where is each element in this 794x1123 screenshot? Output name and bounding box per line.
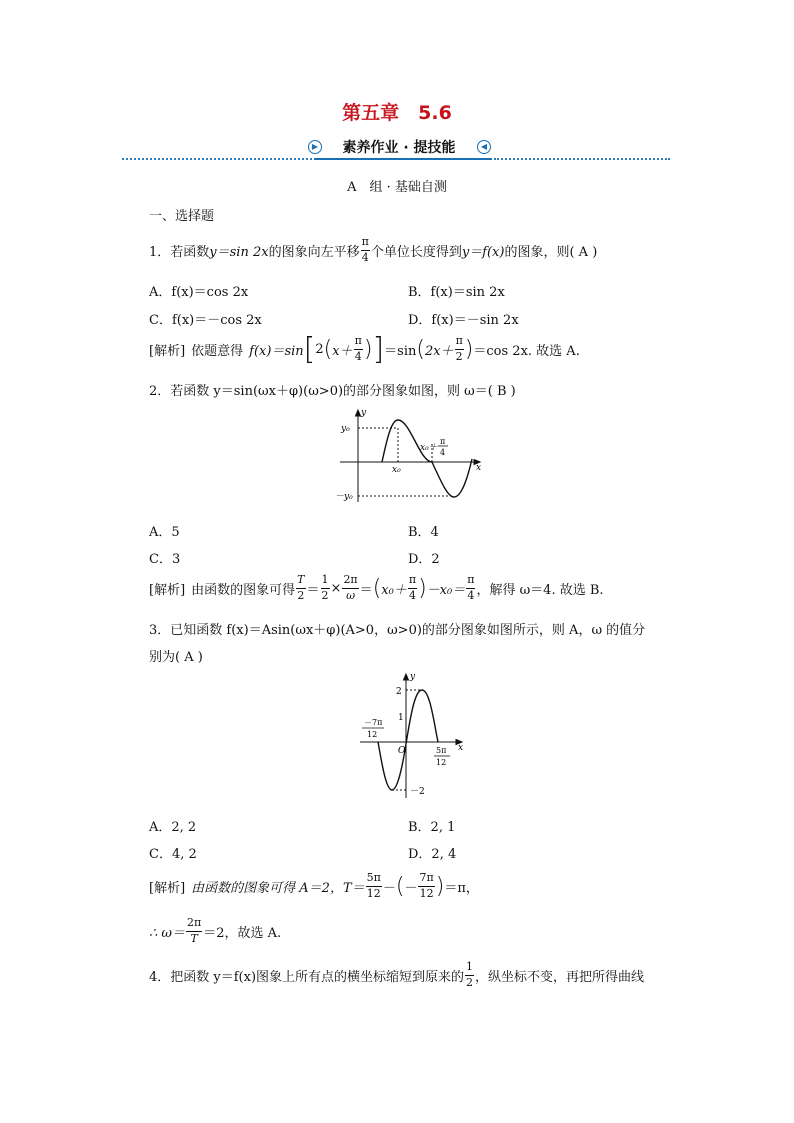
q3-curve bbox=[378, 690, 438, 790]
q3-solution-2 bbox=[149, 914, 281, 948]
q2-x0-label: x₀ bbox=[392, 465, 401, 475]
q2-pi-label: π bbox=[440, 437, 446, 446]
q1-sol-eq: ＝sin bbox=[384, 343, 417, 359]
q3-x-label: x bbox=[458, 743, 464, 753]
banner-arrow-left-icon: ▶ bbox=[308, 140, 322, 154]
q3-sol-pre: 由函数的图象可得 A＝2，T＝ bbox=[191, 880, 365, 896]
q1-post1: 个单位长度得到 bbox=[370, 244, 462, 260]
q2-x0-plus-label: x₀＋ bbox=[420, 443, 438, 453]
q1-sol-2x: 2x＋ bbox=[424, 343, 454, 359]
q2-curve bbox=[382, 420, 472, 497]
q3-two-label: 2 bbox=[396, 687, 402, 697]
banner-underline bbox=[314, 158, 492, 160]
q1-sol-2: 2 bbox=[315, 341, 324, 357]
q2-sol-frac-pi4: $\frac{\pi}{4}$ bbox=[408, 573, 417, 602]
q3-sol2-end: ＝2，故选 A. bbox=[203, 925, 282, 941]
q1-mid: 的图象向左平移 bbox=[268, 244, 360, 260]
q3-option-b: B．2, 1 bbox=[408, 820, 456, 835]
q1-option-b: B．f(x)＝sin 2x bbox=[408, 285, 505, 300]
q3-left-num: －7π bbox=[364, 718, 383, 727]
q4-frac: $\frac{1}{2}$ bbox=[466, 960, 474, 989]
q1-post2: y＝f(x) bbox=[461, 244, 505, 260]
q3-solution: [解析] 由函数的图象可得 A＝2，T＝ $\frac{5\pi}{12}$ － ( － $\frac{7\pi}{12}$ ) ＝π， bbox=[149, 871, 479, 900]
q2-option-c: C．3 bbox=[149, 552, 181, 567]
q2-neg-y0-label: －y₀ bbox=[335, 492, 353, 502]
q3-option-a: A．2, 2 bbox=[149, 820, 197, 835]
q3-sol-minus: － bbox=[382, 880, 396, 896]
dotted-rule-left bbox=[122, 158, 312, 160]
q2-solution-label: [解析] bbox=[149, 582, 186, 598]
q2-sol-minus: －x₀＝ bbox=[426, 582, 466, 598]
q3-option-c: C．4, 2 bbox=[149, 847, 197, 862]
chapter-title: 第五章 5.6 bbox=[342, 102, 452, 124]
q1-solution: [解析] 依题意得 f(x)＝sin [ 2 ( x＋ $\frac{\pi}{4}$ ) ] ＝sin ( 2x＋ $\frac{\pi}{2}$ ) ＝cos 2x. 故选 A. bbox=[149, 331, 580, 367]
q2-sol-pre: 由函数的图象可得 bbox=[191, 582, 296, 598]
q3-stem-line2: 别为( A ) bbox=[149, 649, 203, 665]
q1-sol-x: x＋ bbox=[332, 343, 353, 359]
q2-four-label: 4 bbox=[440, 448, 446, 457]
q3-origin-label: O bbox=[398, 746, 406, 756]
q3-stem-line1: 3．已知函数 f(x)＝Asin(ωx＋φ)(A>0，ω>0)的部分图象如图所示，则 A，ω 的值分 bbox=[149, 622, 646, 638]
q2-option-b: B．4 bbox=[408, 525, 439, 540]
q2-stem: 2．若函数 y＝sin(ωx＋φ)(ω>0)的部分图象如图，则 ω＝( B ) bbox=[149, 383, 516, 399]
q1-pre: 1．若函数 bbox=[149, 244, 210, 260]
q1-sol-text: 依题意得 bbox=[191, 343, 244, 359]
q3-sol-frac-5pi: $\frac{5\pi}{12}$ bbox=[366, 871, 381, 900]
q3-sol2-pre: ∴ ω＝ bbox=[149, 925, 186, 941]
q2-option-d: D．2 bbox=[408, 552, 440, 567]
q3-neg-two-label: －2 bbox=[410, 787, 425, 797]
q4-stem bbox=[149, 958, 644, 992]
q1-sol-frac2: $\frac{\pi}{2}$ bbox=[455, 334, 463, 363]
q2-sol-times: × bbox=[330, 580, 342, 596]
q1-post3: 的图象，则( A ) bbox=[504, 244, 598, 260]
q3-solution-label: [解析] bbox=[149, 880, 186, 896]
q1-sol-fx: f(x)＝sin bbox=[249, 343, 304, 359]
q4-post: ，纵坐标不变，再把所得曲线 bbox=[475, 969, 645, 985]
q2-option-a: A．5 bbox=[149, 525, 180, 540]
q2-sol-frac-T: $\frac{T}{2}$ bbox=[297, 573, 305, 602]
q3-sol-eqpi: ＝π， bbox=[444, 880, 479, 896]
q3-right-den: 12 bbox=[436, 758, 447, 767]
q2-x-label: x bbox=[476, 463, 482, 473]
banner-label: 素养作业 · 提技能 bbox=[342, 140, 456, 156]
q2-solution: [解析] 由函数的图象可得 $\frac{T}{2}$ ＝ $\frac{1}{2}$ × $\frac{2\pi}{\omega}$ ＝ ( x₀＋ $\frac{\pi}{4}$ ) －x₀＝ $\frac{\pi}{4}$ ，解得 ω＝4. 故选 B. bbox=[149, 573, 604, 602]
q3-left-den: 12 bbox=[367, 730, 378, 739]
q2-sol-end: ，解得 ω＝4. 故选 B. bbox=[476, 582, 604, 598]
q3-sol-frac-7pi: $\frac{7\pi}{12}$ bbox=[419, 871, 434, 900]
q2-graph bbox=[330, 404, 490, 504]
q2-sol-eq1: ＝ bbox=[306, 582, 320, 598]
q2-y0-label: y₀ bbox=[341, 424, 350, 434]
section-heading: 一、选择题 bbox=[149, 209, 215, 224]
q1-func: y＝sin 2x bbox=[209, 244, 269, 260]
q2-sol-frac-half: $\frac{1}{2}$ bbox=[321, 573, 329, 602]
q3-right-num: 5π bbox=[436, 746, 447, 755]
q1-sol-frac1: $\frac{\pi}{4}$ bbox=[354, 334, 362, 363]
q3-sol2-frac: $\frac{2\pi}{T}$ bbox=[187, 916, 202, 945]
q1-sol-end: ＝cos 2x. 故选 A. bbox=[473, 343, 580, 359]
q3-one-label: 1 bbox=[398, 713, 404, 723]
q4-pre: 4．把函数 y＝f(x)图象上所有点的横坐标缩短到原来的 bbox=[149, 969, 465, 985]
q2-sol-frac-pi4b: $\frac{\pi}{4}$ bbox=[467, 573, 475, 602]
q2-sol-x0: x₀＋ bbox=[381, 582, 407, 598]
q2-y-label: y bbox=[361, 408, 367, 418]
dotted-rule-right bbox=[494, 158, 670, 160]
banner-arrow-right-icon: ◀ bbox=[477, 140, 491, 154]
q1-frac: $\frac{\pi}{4}$ bbox=[361, 235, 369, 264]
banner-row bbox=[122, 137, 670, 159]
q3-option-d: D．2, 4 bbox=[408, 847, 457, 862]
q2-sol-eq2: ＝ bbox=[359, 582, 373, 598]
q1-solution-label: [解析] bbox=[149, 343, 186, 359]
group-title: A 组 · 基础自测 bbox=[347, 180, 447, 195]
q2-sol-frac-2pi: $\frac{2\pi}{\omega}$ bbox=[343, 573, 358, 602]
q3-y-label: y bbox=[410, 672, 416, 682]
q1-option-c: C．f(x)＝－cos 2x bbox=[149, 313, 262, 328]
q3-graph bbox=[334, 668, 474, 802]
q1-stem bbox=[149, 236, 597, 264]
q1-option-a: A．f(x)＝cos 2x bbox=[149, 285, 249, 300]
q1-option-d: D．f(x)＝－sin 2x bbox=[408, 313, 519, 328]
